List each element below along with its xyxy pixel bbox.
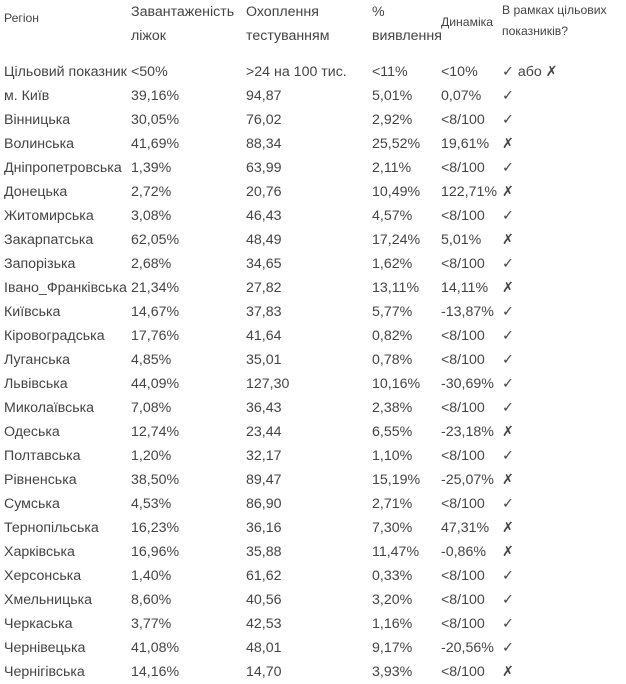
cell-dynamics: 5,01% (441, 232, 482, 248)
table-row (0, 228, 626, 252)
cell-region: Івано_Франківська (4, 280, 127, 296)
table-row (0, 588, 626, 612)
cell-dynamics: <8/100 (441, 328, 485, 344)
target-dynamics: <10% (441, 64, 478, 80)
cell-region: Дніпропетровська (4, 160, 122, 176)
cell-dynamics: <8/100 (441, 664, 485, 680)
cell-testing: 27,82 (246, 280, 282, 296)
table-row (0, 372, 626, 396)
header-testing: Охоплення тестуванням (246, 4, 330, 44)
cell-beds: 1,39% (131, 160, 172, 176)
target-row (0, 60, 626, 84)
table-row (0, 444, 626, 468)
table-row (0, 252, 626, 276)
table-row (0, 492, 626, 516)
table-row (0, 84, 626, 108)
cell-testing: 41,64 (246, 328, 282, 344)
cell-target: ✓ (502, 160, 514, 176)
table-body (0, 60, 626, 684)
cell-testing: 61,62 (246, 568, 282, 584)
cell-detection: 1,16% (372, 616, 413, 632)
cell-beds: 16,96% (131, 544, 180, 560)
cell-target: ✓ (502, 256, 514, 272)
cell-target: ✓ (502, 88, 514, 104)
cell-testing: 88,34 (246, 136, 282, 152)
cell-beds: 7,08% (131, 400, 172, 416)
cell-testing: 20,76 (246, 184, 282, 200)
cell-detection: 3,20% (372, 592, 413, 608)
table-row (0, 180, 626, 204)
cell-dynamics: <8/100 (441, 256, 485, 272)
cell-testing: 14,70 (246, 664, 282, 680)
header-target: В рамках цільових показників? (502, 3, 607, 38)
cell-testing: 86,90 (246, 496, 282, 512)
cell-detection: 4,57% (372, 208, 413, 224)
table-row (0, 132, 626, 156)
cell-region: Донецька (4, 184, 68, 200)
cell-region: Тернопільська (4, 520, 99, 536)
cell-testing: 48,01 (246, 640, 282, 656)
cell-testing: 35,01 (246, 352, 282, 368)
cell-detection: 11,47% (372, 544, 420, 560)
cell-beds: 4,85% (131, 352, 172, 368)
cell-target: ✗ (502, 544, 514, 560)
target-label: Цільовий показник (4, 64, 127, 80)
target-testing: >24 на 100 тис. (246, 64, 347, 80)
cell-detection: 7,30% (372, 520, 413, 536)
table-row (0, 348, 626, 372)
cell-detection: 1,10% (372, 448, 413, 464)
target-flag: ✓ або ✗ (502, 64, 558, 80)
cell-region: Чернігівська (4, 664, 85, 680)
cell-testing: 89,47 (246, 472, 282, 488)
cell-target: ✓ (502, 616, 514, 632)
cell-detection: 13,11% (372, 280, 420, 296)
cell-target: ✓ (502, 352, 514, 368)
table-row (0, 468, 626, 492)
cell-dynamics: <8/100 (441, 448, 485, 464)
table-row (0, 420, 626, 444)
table-row (0, 204, 626, 228)
cell-target: ✓ (502, 208, 514, 224)
table-row (0, 276, 626, 300)
cell-beds: 38,50% (131, 472, 180, 488)
cell-testing: 36,16 (246, 520, 282, 536)
cell-testing: 46,43 (246, 208, 282, 224)
cell-detection: 5,77% (372, 304, 413, 320)
cell-testing: 76,02 (246, 112, 282, 128)
cell-target: ✗ (502, 232, 514, 248)
cell-dynamics: <8/100 (441, 400, 485, 416)
cell-testing: 40,56 (246, 592, 282, 608)
cell-region: Полтавська (4, 448, 81, 464)
header-dynamics: Динаміка (441, 15, 494, 29)
cell-beds: 30,05% (131, 112, 180, 128)
cell-beds: 44,09% (131, 376, 180, 392)
cell-dynamics: -20,56% (441, 640, 494, 656)
cell-target: ✗ (502, 472, 514, 488)
cell-detection: 15,19% (372, 472, 421, 488)
table-row (0, 300, 626, 324)
cell-detection: 6,55% (372, 424, 413, 440)
cell-testing: 23,44 (246, 424, 282, 440)
cell-beds: 2,72% (131, 184, 172, 200)
cell-dynamics: <8/100 (441, 160, 485, 176)
cell-dynamics: 47,31% (441, 520, 490, 536)
cell-beds: 39,16% (131, 88, 180, 104)
cell-detection: 25,52% (372, 136, 421, 152)
cell-beds: 17,76% (131, 328, 180, 344)
cell-dynamics: <8/100 (441, 616, 485, 632)
cell-detection: 2,38% (372, 400, 413, 416)
header-beds: Завантаженість ліжок (131, 4, 235, 44)
cell-target: ✗ (502, 136, 514, 152)
cell-beds: 1,40% (131, 568, 172, 584)
cell-beds: 2,68% (131, 256, 172, 272)
cell-beds: 3,77% (131, 616, 172, 632)
cell-target: ✗ (502, 424, 514, 440)
cell-target: ✓ (502, 400, 514, 416)
cell-target: ✗ (502, 664, 514, 680)
table-row (0, 516, 626, 540)
cell-dynamics: <8/100 (441, 352, 485, 368)
cell-beds: 8,60% (131, 592, 172, 608)
cell-beds: 14,16% (131, 664, 180, 680)
cell-beds: 41,69% (131, 136, 180, 152)
cell-beds: 16,23% (131, 520, 180, 536)
cell-beds: 14,67% (131, 304, 180, 320)
cell-dynamics: <8/100 (441, 496, 485, 512)
cell-detection: 9,17% (372, 640, 413, 656)
cell-region: Одеська (4, 424, 60, 440)
cell-testing: 35,88 (246, 544, 282, 560)
cell-dynamics: -0,86% (441, 544, 486, 560)
table-row (0, 612, 626, 636)
cell-region: Волинська (4, 136, 74, 152)
cell-target: ✗ (502, 280, 514, 296)
cell-region: Київська (4, 304, 61, 320)
cell-region: Вінницька (4, 112, 71, 128)
cell-testing: 36,43 (246, 400, 282, 416)
target-beds: <50% (131, 64, 168, 80)
cell-beds: 21,34% (131, 280, 180, 296)
cell-region: Сумська (4, 496, 60, 512)
cell-testing: 63,99 (246, 160, 282, 176)
cell-dynamics: 0,07% (441, 88, 482, 104)
cell-detection: 0,82% (372, 328, 413, 344)
cell-detection: 3,93% (372, 664, 413, 680)
cell-detection: 2,11% (372, 160, 412, 176)
cell-target: ✓ (502, 496, 514, 512)
cell-beds: 62,05% (131, 232, 180, 248)
cell-target: ✓ (502, 448, 514, 464)
cell-detection: 17,24% (372, 232, 421, 248)
cell-target: ✗ (502, 184, 514, 200)
cell-target: ✓ (502, 592, 514, 608)
cell-beds: 41,08% (131, 640, 180, 656)
cell-region: Закарпатська (4, 232, 94, 248)
cell-detection: 2,71% (372, 496, 413, 512)
cell-dynamics: <8/100 (441, 592, 485, 608)
cell-dynamics: <8/100 (441, 568, 485, 584)
cell-region: Запорізька (4, 256, 76, 272)
table-header (0, 0, 626, 60)
cell-beds: 4,53% (131, 496, 172, 512)
cell-dynamics: -13,87% (441, 304, 494, 320)
cell-region: Луганська (4, 352, 71, 368)
cell-detection: 0,78% (372, 352, 413, 368)
cell-testing: 37,83 (246, 304, 282, 320)
table-row (0, 156, 626, 180)
cell-testing: 94,87 (246, 88, 282, 104)
cell-target: ✗ (502, 520, 514, 536)
table-row (0, 396, 626, 420)
table-row (0, 564, 626, 588)
cell-dynamics: <8/100 (441, 112, 485, 128)
cell-target: ✓ (502, 304, 514, 320)
table-row (0, 324, 626, 348)
cell-detection: 10,49% (372, 184, 421, 200)
cell-region: Житомирська (4, 208, 94, 224)
cell-region: Кіровоградська (4, 328, 105, 344)
table-row (0, 660, 626, 684)
cell-detection: 2,92% (372, 112, 413, 128)
cell-detection: 0,33% (372, 568, 413, 584)
cell-region: Херсонська (4, 568, 82, 584)
cell-dynamics: -23,18% (441, 424, 494, 440)
cell-target: ✓ (502, 328, 514, 344)
cell-beds: 12,74% (131, 424, 180, 440)
cell-dynamics: -25,07% (441, 472, 494, 488)
table-row (0, 108, 626, 132)
cell-target: ✓ (502, 640, 514, 656)
cell-region: м. Київ (4, 88, 50, 104)
cell-testing: 34,65 (246, 256, 282, 272)
cell-target: ✓ (502, 112, 514, 128)
cell-region: Хмельницька (4, 592, 92, 608)
header-row (0, 0, 626, 60)
cell-dynamics: -30,69% (441, 376, 494, 392)
cell-region: Чернівецька (4, 640, 86, 656)
header-detection: % виявлення (372, 4, 442, 44)
cell-region: Рівненська (4, 472, 77, 488)
cell-region: Харківська (4, 544, 75, 560)
cell-dynamics: <8/100 (441, 208, 485, 224)
cell-detection: 5,01% (372, 88, 413, 104)
target-detection: <11% (372, 64, 408, 80)
cell-dynamics: 122,71% (441, 184, 498, 200)
cell-testing: 42,53 (246, 616, 282, 632)
cell-region: Миколаївська (4, 400, 95, 416)
cell-target: ✓ (502, 376, 514, 392)
cell-region: Черкаська (4, 616, 73, 632)
cell-detection: 1,62% (372, 256, 413, 272)
cell-beds: 3,08% (131, 208, 172, 224)
cell-dynamics: 19,61% (441, 136, 490, 152)
cell-region: Львівська (4, 376, 68, 392)
cell-testing: 48,49 (246, 232, 282, 248)
cell-testing: 127,30 (246, 376, 290, 392)
table-row (0, 636, 626, 660)
cell-detection: 10,16% (372, 376, 421, 392)
header-region: Регіон (4, 11, 40, 25)
table-row (0, 540, 626, 564)
cell-dynamics: 14,11% (441, 280, 489, 296)
cell-beds: 1,20% (131, 448, 172, 464)
cell-target: ✓ (502, 568, 514, 584)
cell-testing: 32,17 (246, 448, 282, 464)
